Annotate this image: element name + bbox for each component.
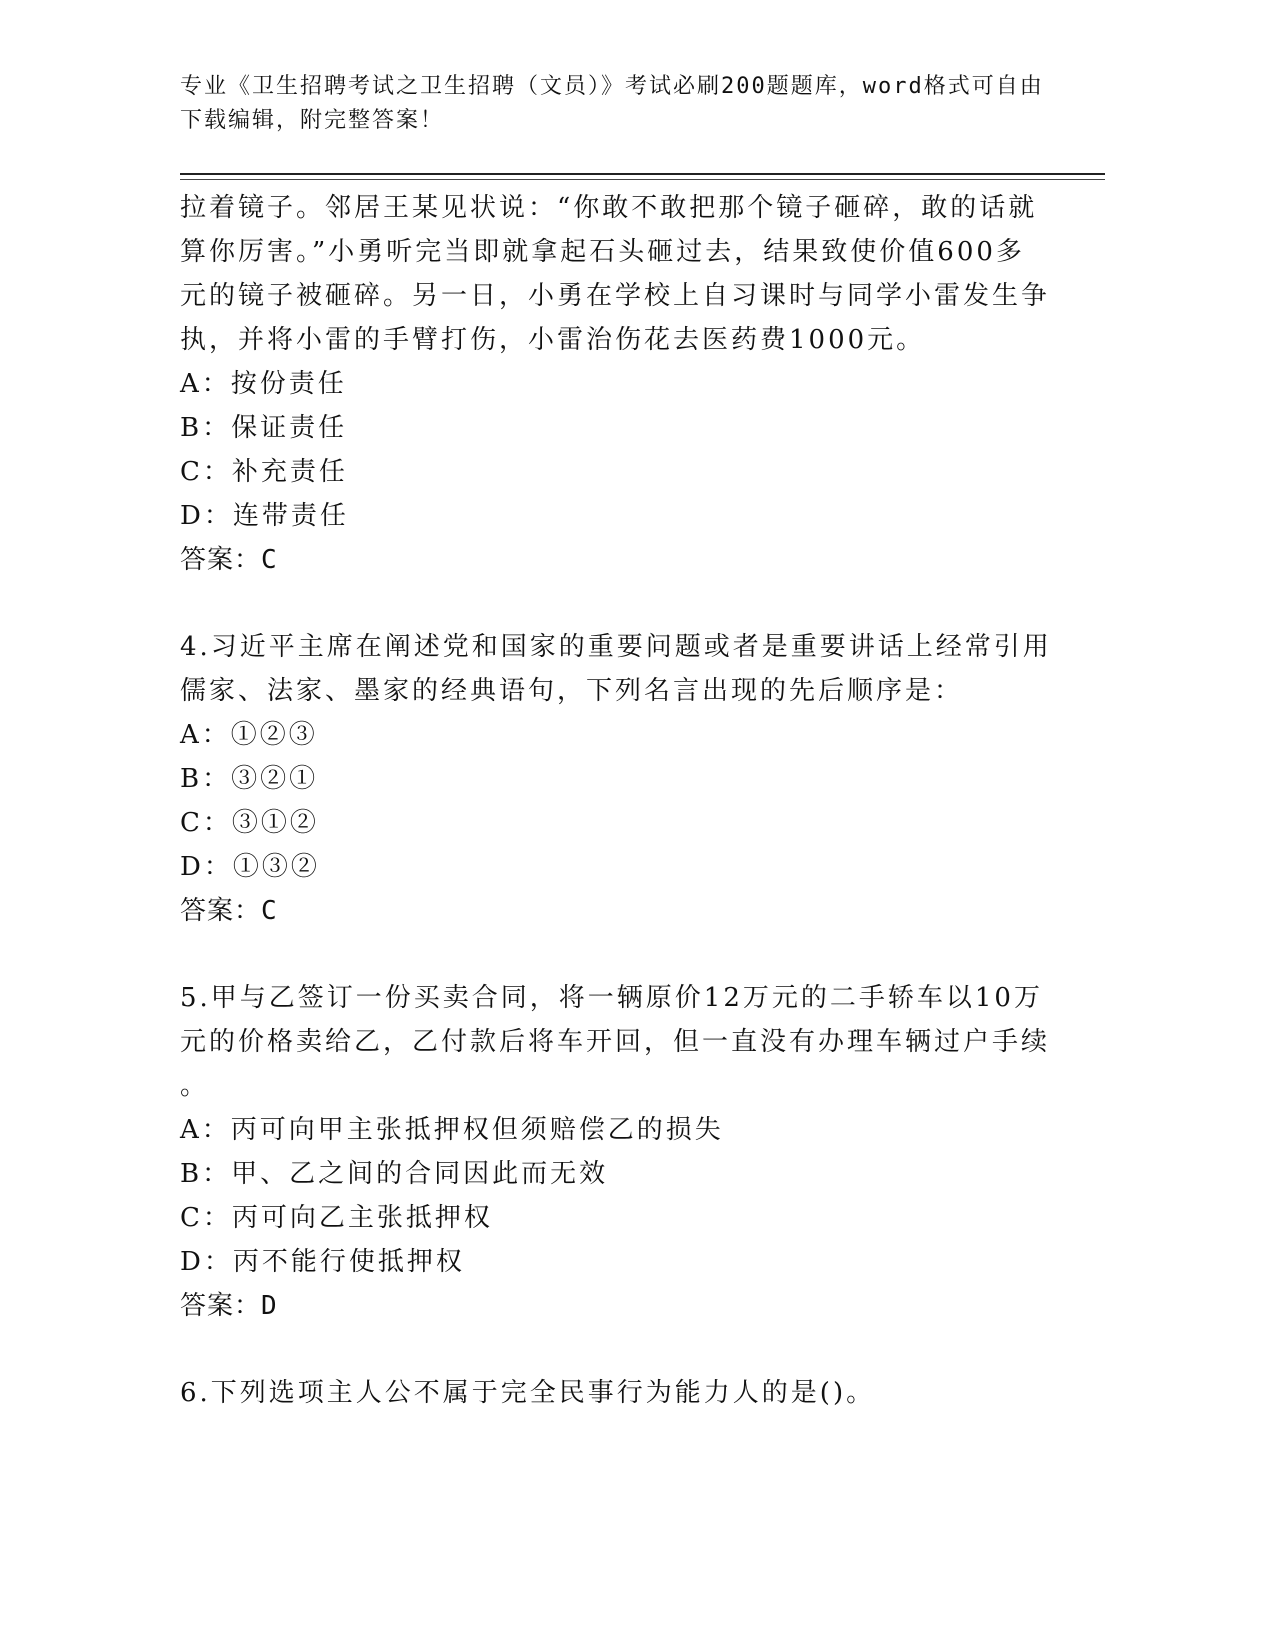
question-5-answer: 答案：D <box>180 1291 278 1321</box>
question-6 <box>180 1371 1080 1415</box>
question-5-option-a: A：丙可向甲主张抵押权但须赔偿乙的损失 <box>180 1115 724 1145</box>
question-5-stem: 5.甲与乙签订一份买卖合同，将一辆原价12万元的二手轿车以10万 元的价格卖给乙，乙付款后将车开回，但一直没有办理车辆过户手续 。 <box>180 983 1051 1101</box>
question-5 <box>180 976 1080 1328</box>
spacer <box>180 933 1080 976</box>
header-rule-thick <box>180 173 1105 175</box>
question-3-option-a: A：按份责任 <box>180 369 347 399</box>
question-5-option-c: C：丙可向乙主张抵押权 <box>180 1203 493 1233</box>
question-3 <box>180 186 1080 582</box>
question-4-option-b: B：③②① <box>180 764 319 794</box>
question-5-option-d: D：丙不能行使抵押权 <box>180 1247 465 1277</box>
document-body <box>180 186 1080 1415</box>
question-4 <box>180 625 1080 933</box>
question-3-option-c: C：补充责任 <box>180 457 348 487</box>
document-header: 专业《卫生招聘考试之卫生招聘（文员）》考试必刷200题题库，word格式可自由下载编辑，附完整答案！ <box>180 74 1044 133</box>
header-rule-thin <box>180 179 1105 180</box>
question-6-stem: 6.下列选项主人公不属于完全民事行为能力人的是()。 <box>180 1378 876 1408</box>
question-4-option-d: D：①③② <box>180 852 320 882</box>
spacer <box>180 582 1080 625</box>
question-3-answer: 答案：C <box>180 545 278 575</box>
question-4-option-a: A：①②③ <box>180 720 318 750</box>
question-3-option-b: B：保证责任 <box>180 413 348 443</box>
question-3-option-d: D：连带责任 <box>180 501 349 531</box>
question-4-answer: 答案：C <box>180 896 278 926</box>
question-3-continuation: 拉着镜子。邻居王某见状说：“你敢不敢把那个镜子砸碎，敢的话就 算你厉害。”小勇听完当即就拿起石头砸过去，结果致使价值600多 元的镜子被砸碎。另一日，小勇在学校上自习课时与同学小雷发生争 执，并将小雷的手臂打伤，小雷治伤花去医药费1000元。 <box>180 193 1051 355</box>
question-4-option-c: C：③①② <box>180 808 319 838</box>
spacer <box>180 1328 1080 1371</box>
question-5-option-b: B：甲、乙之间的合同因此而无效 <box>180 1159 609 1189</box>
question-4-stem: 4.习近平主席在阐述党和国家的重要问题或者是重要讲话上经常引用 儒家、法家、墨家的经典语句，下列名言出现的先后顺序是： <box>180 632 1052 706</box>
